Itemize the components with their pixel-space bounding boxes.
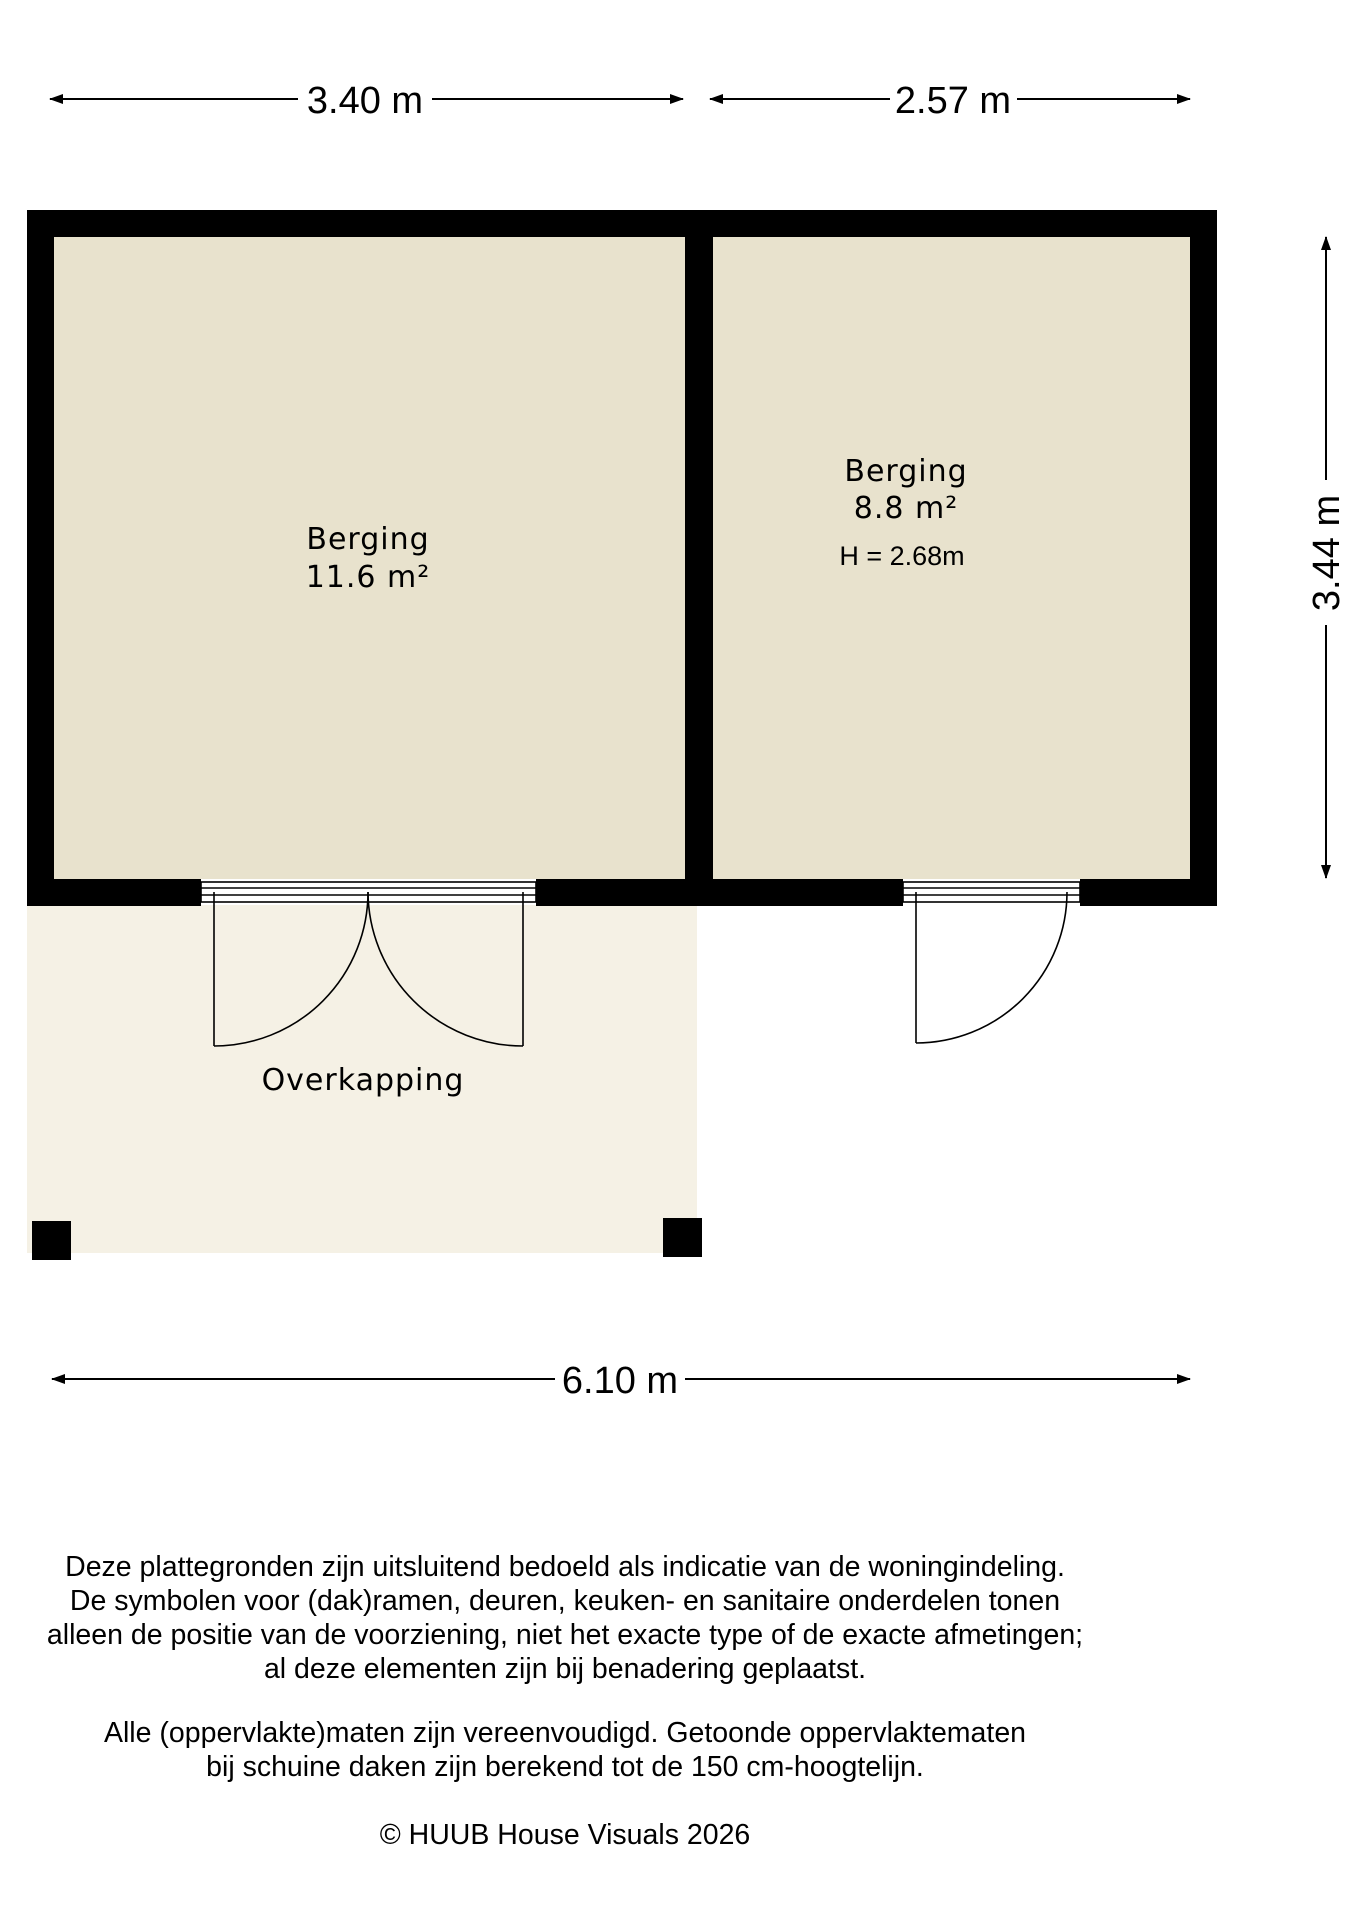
disclaimer-block <box>0 1550 1130 1686</box>
wall-bottom-segment <box>536 879 903 906</box>
support-post <box>32 1221 71 1260</box>
room-name-berging-left: Berging <box>306 522 430 557</box>
disclaimer-line: bij schuine daken zijn berekend tot de 150 cm-hoogtelijn. <box>206 1751 924 1783</box>
copyright-block <box>0 1818 1130 1852</box>
room-name-overkapping: Overkapping <box>261 1063 465 1098</box>
disclaimer-line: De symbolen voor (dak)ramen, deuren, keuken- en sanitaire onderdelen tonen <box>69 1585 1061 1617</box>
copyright: © HUUB House Visuals 2026 <box>379 1819 751 1851</box>
disclaimer-line: Deze plattegronden zijn uitsluitend bedoeld als indicatie van de woningindeling. <box>65 1551 1065 1583</box>
disclaimer-line: al deze elementen zijn bij benadering geplaatst. <box>263 1653 867 1685</box>
room-name-berging-right: Berging <box>844 454 968 489</box>
disclaimer-line: alleen de positie van de voorziening, niet het exacte type of de exacte afmetingen; <box>46 1619 1084 1651</box>
room-area-berging-left: 11.6 m² <box>305 560 431 595</box>
room-area-berging-right: 8.8 m² <box>853 491 959 526</box>
room-floor-berging-left <box>54 236 686 879</box>
disclaimer-line: Alle (oppervlakte)maten zijn vereenvoudigd. Getoonde oppervlaktematen <box>103 1717 1027 1749</box>
room-height-berging-right: H = 2.68m <box>839 541 965 571</box>
wall-bottom-segment <box>27 879 201 906</box>
single-door <box>903 882 1080 1043</box>
dimension-label-right: 3.44 m <box>1306 494 1348 612</box>
wall-right <box>1190 210 1217 906</box>
support-post <box>663 1218 702 1257</box>
wall-left <box>27 210 54 906</box>
dimension-label-top-left: 3.40 m <box>306 80 424 122</box>
wall-middle <box>685 210 713 906</box>
wall-bottom-segment <box>1080 879 1217 906</box>
disclaimer-block-2 <box>0 1716 1130 1784</box>
dimension-label-top-right: 2.57 m <box>894 80 1012 122</box>
wall-top <box>27 210 1217 237</box>
dimension-label-bottom: 6.10 m <box>561 1360 679 1402</box>
